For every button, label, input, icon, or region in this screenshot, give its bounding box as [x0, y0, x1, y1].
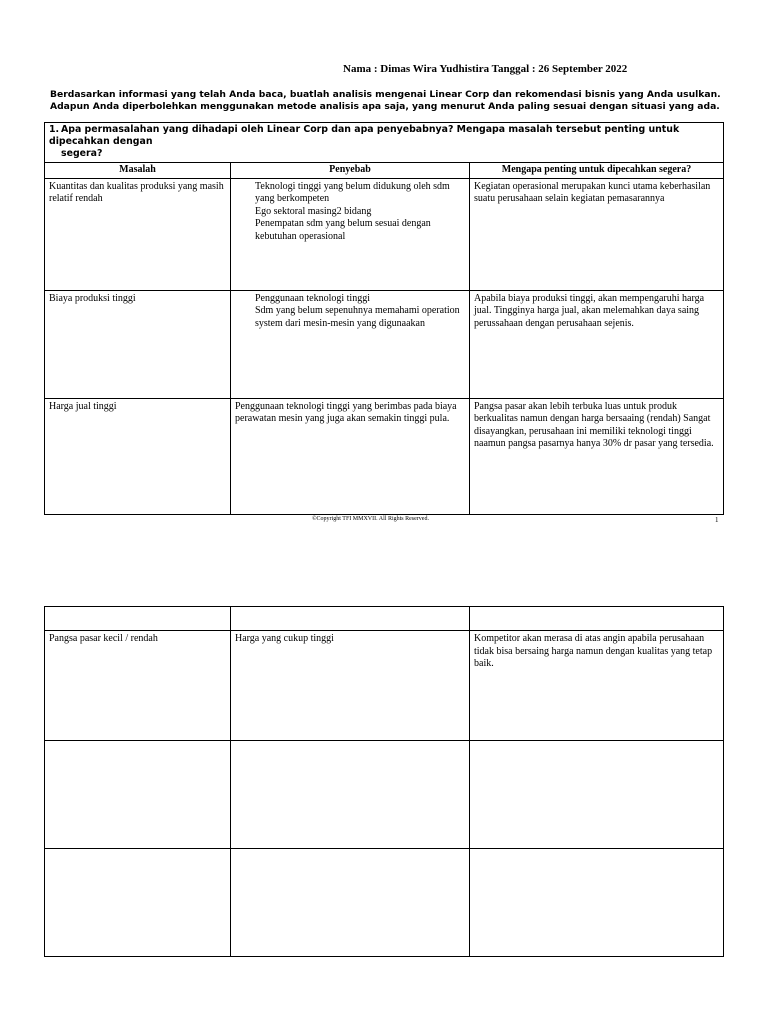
table-row-empty-header	[45, 607, 724, 631]
empty-cell	[231, 741, 470, 849]
list-item-text: Penempatan sdm yang belum sesuai dengan kebutuhan operasional	[255, 218, 431, 242]
header-mengapa-penting: Mengapa penting untuk dipecahkan segera?	[470, 163, 724, 179]
table-row	[45, 290, 724, 398]
alasan-cell: Pangsa pasar akan lebih terbuka luas untuk produk berkualitas namun dengan harga bersaaing (rendah) Sangat disayangkan, perusahaan ini memiliki teknologi tinggi naamun pangsa pasarnya hanya 30% dr pasar yang tersedia.	[470, 398, 724, 514]
empty-cell	[45, 849, 231, 957]
list-item-text: Ego sektoral masing2 bidang	[255, 205, 372, 217]
checkbox-bullet-icon	[235, 305, 255, 330]
penyebab-cell: Harga yang cukup tinggi	[231, 631, 470, 741]
checkbox-bullet-icon	[235, 181, 255, 206]
list-item	[235, 181, 465, 206]
empty-cell	[470, 607, 724, 631]
instructions	[50, 89, 730, 113]
analysis-table-page-2	[44, 606, 724, 957]
empty-cell	[470, 741, 724, 849]
page-number: 1	[715, 516, 719, 524]
analysis-table-page-1	[44, 122, 724, 515]
question-1	[45, 123, 724, 163]
checkbox-bullet-icon	[235, 206, 255, 219]
masalah-cell: Kuantitas dan kualitas produksi yang masih relatif rendah	[45, 178, 231, 290]
table-row	[45, 398, 724, 514]
instructions-line-1: Berdasarkan informasi yang telah Anda baca, buatlah analisis mengenai Linear Corp dan rekomendasi bisnis yang Anda usulkan.	[50, 89, 721, 100]
penyebab-cell	[231, 178, 470, 290]
empty-cell	[45, 741, 231, 849]
list-item-text: Sdm yang belum sepenuhnya memahami operation system dari mesin-mesin yang digunaakan	[255, 305, 460, 329]
alasan-cell: Apabila biaya produksi tinggi, akan mempengaruhi harga jual. Tingginya harga jual, akan melemahkan daya saing perussahaan dengan perusahaan sejenis.	[470, 290, 724, 398]
list-item	[235, 293, 465, 306]
alasan-cell: Kegiatan operasional merupakan kunci utama keberhasilan suatu perusahaan selain kegiatan pemasarannya	[470, 178, 724, 290]
empty-cell	[231, 849, 470, 957]
masalah-cell: Harga jual tinggi	[45, 398, 231, 514]
checkbox-bullet-icon	[235, 293, 255, 306]
list-item-text: Teknologi tinggi yang belum didukung oleh sdm yang berkompeten	[255, 180, 450, 204]
question-number: 1.	[49, 124, 60, 135]
empty-cell	[231, 607, 470, 631]
empty-cell	[470, 849, 724, 957]
table-row-empty	[45, 741, 724, 849]
table-row-empty	[45, 849, 724, 957]
table-row	[45, 631, 724, 741]
list-item	[235, 218, 465, 243]
empty-cell	[45, 607, 231, 631]
list-item	[235, 206, 465, 219]
question-line-2: segera?	[61, 148, 103, 159]
header-name-date: Nama : Dimas Wira Yudhistira Tanggal : 26 September 2022	[343, 63, 628, 75]
copyright-footer: ©Copyright TFI MMXVII. All Rights Reserved.	[312, 516, 429, 522]
masalah-cell: Pangsa pasar kecil / rendah	[45, 631, 231, 741]
penyebab-cell: Penggunaan teknologi tinggi yang berimbas pada biaya perawatan mesin yang juga akan semakin tinggi pula.	[231, 398, 470, 514]
checkbox-bullet-icon	[235, 218, 255, 243]
list-item-text: Penggunaan teknologi tinggi	[255, 292, 370, 304]
instructions-line-2: Adapun Anda diperbolehkan menggunakan metode analisis apa saja, yang menurut Anda paling sesuai dengan situasi yang ada.	[50, 101, 720, 112]
penyebab-cell	[231, 290, 470, 398]
alasan-cell: Kompetitor akan merasa di atas angin apabila perusahaan tidak bisa bersaing harga namun dengan kualitas yang tetap baik.	[470, 631, 724, 741]
table-row	[45, 178, 724, 290]
question-line-1: Apa permasalahan yang dihadapi oleh Linear Corp dan apa penyebabnya? Mengapa masalah tersebut penting untuk dipecahkan dengan	[49, 124, 680, 147]
header-penyebab: Penyebab	[231, 163, 470, 179]
masalah-cell: Biaya produksi tinggi	[45, 290, 231, 398]
header-masalah: Masalah	[45, 163, 231, 179]
list-item	[235, 305, 465, 330]
